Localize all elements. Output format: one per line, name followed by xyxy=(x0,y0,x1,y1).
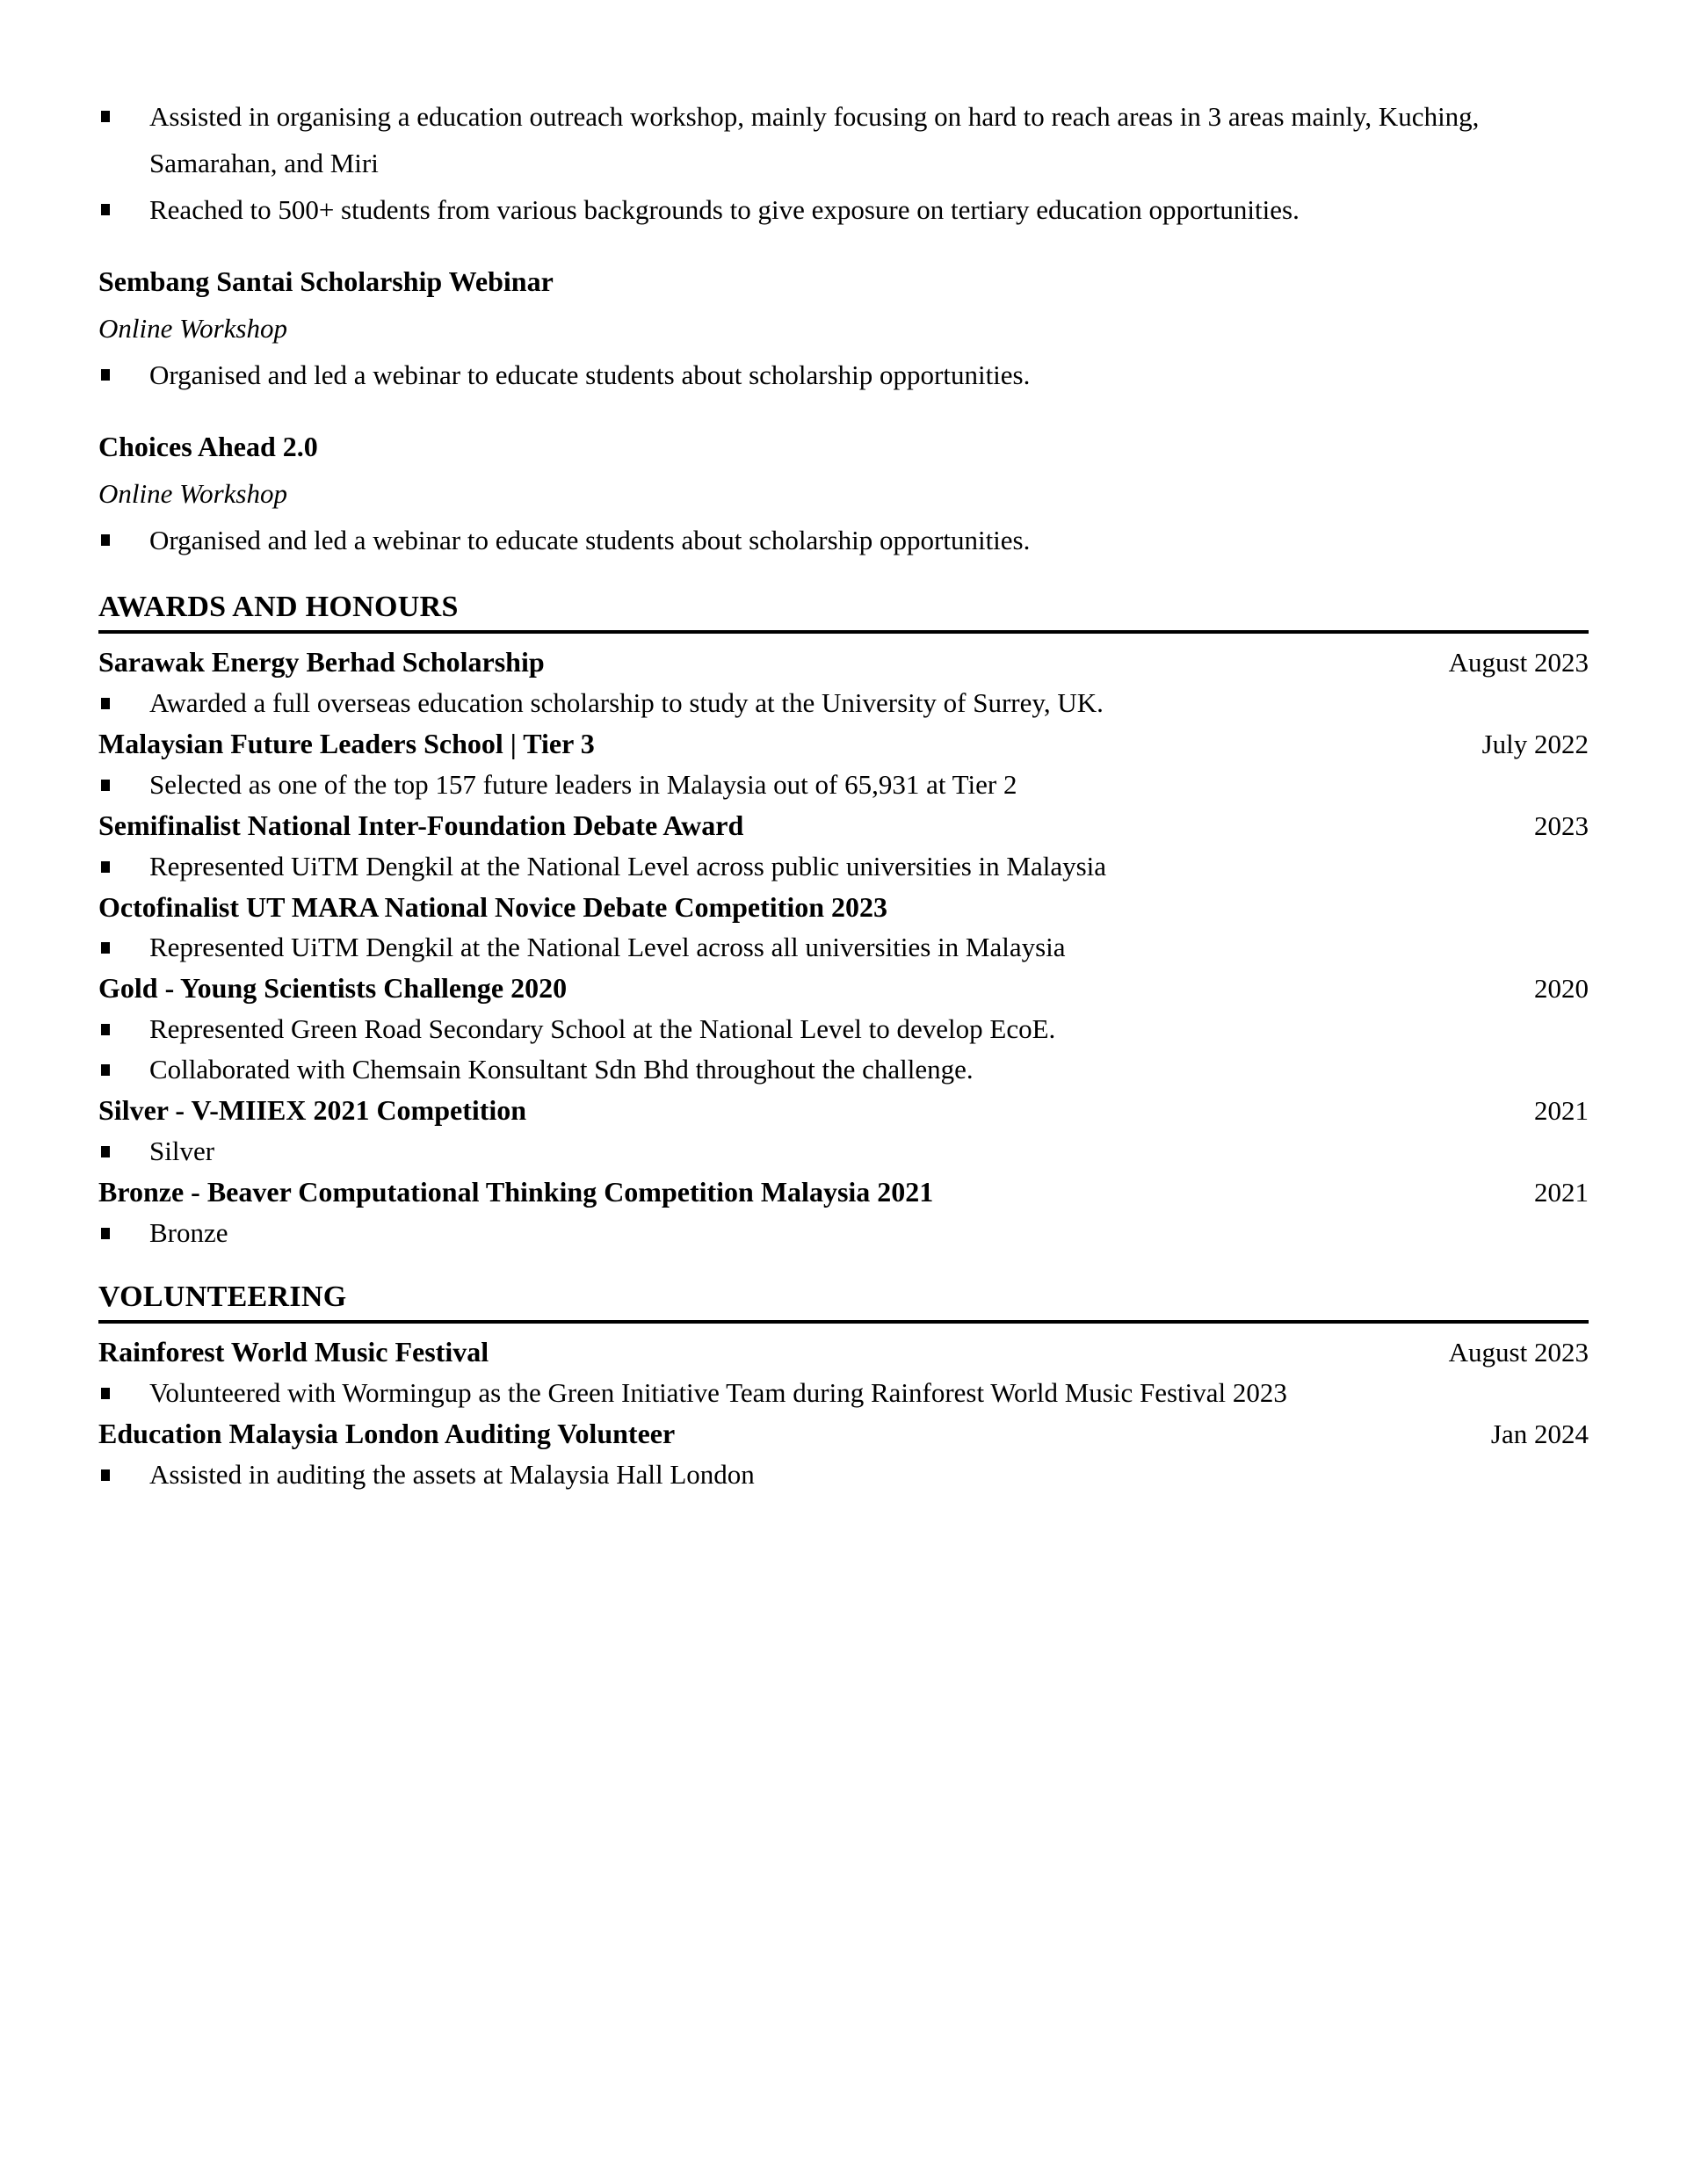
square-bullet-icon xyxy=(101,369,110,381)
entry-bullet-list xyxy=(98,1373,1589,1413)
entry xyxy=(98,1331,1589,1413)
resume-section xyxy=(98,587,1589,1253)
bullet-item xyxy=(98,1455,1589,1495)
bullet-text: Assisted in auditing the assets at Malaysia Hall London xyxy=(149,1459,755,1490)
entry-date: 2023 xyxy=(1534,810,1589,841)
entry-bullet-list xyxy=(98,765,1589,805)
square-bullet-icon xyxy=(101,861,110,873)
section-divider xyxy=(98,1320,1589,1324)
bullet-item xyxy=(98,1373,1589,1413)
entry-title: Malaysian Future Leaders School | Tier 3 xyxy=(98,728,595,759)
bullet-text: Bronze xyxy=(149,1217,228,1248)
bullet-item xyxy=(98,683,1589,723)
bullet-text: Assisted in organising a education outreach workshop, mainly focusing on hard to reach areas in 3 areas mainly, Kuching, Samarahan, and Miri xyxy=(149,101,1480,178)
entry-title: Gold - Young Scientists Challenge 2020 xyxy=(98,972,568,1004)
top-block xyxy=(98,93,1589,563)
square-bullet-icon xyxy=(101,1064,110,1076)
square-bullet-icon xyxy=(101,698,110,709)
intro-bullet-list xyxy=(98,93,1589,233)
section-heading: VOLUNTEERING xyxy=(98,1281,347,1313)
activity-bullet-list xyxy=(98,352,1589,398)
section-entries xyxy=(98,1331,1589,1495)
bullet-item xyxy=(98,927,1589,968)
activity-subtitle: Online Workshop xyxy=(98,478,287,509)
square-bullet-icon xyxy=(101,534,110,546)
entry-bullet-list xyxy=(98,927,1589,968)
entry-header xyxy=(98,805,1589,846)
bullet-text: Represented Green Road Secondary School at the National Level to develop EcoE. xyxy=(149,1013,1056,1044)
square-bullet-icon xyxy=(101,1228,110,1239)
entry-bullet-list xyxy=(98,1455,1589,1495)
entry-title: Rainforest World Music Festival xyxy=(98,1336,489,1368)
bullet-item xyxy=(98,352,1589,398)
entry xyxy=(98,805,1589,887)
entry-header xyxy=(98,887,1589,927)
bullet-item xyxy=(98,1009,1589,1049)
bullet-text: Organised and led a webinar to educate students about scholarship opportunities. xyxy=(149,359,1031,390)
bullet-text: Volunteered with Wormingup as the Green Initiative Team during Rainforest World Music Festival 2023 xyxy=(149,1377,1287,1408)
entry-date: August 2023 xyxy=(1448,647,1589,678)
square-bullet-icon xyxy=(101,780,110,791)
entry xyxy=(98,1172,1589,1253)
activity-subtitle: Online Workshop xyxy=(98,313,287,344)
entry-title: Silver - V-MIIEX 2021 Competition xyxy=(98,1094,527,1126)
entry-title: Semifinalist National Inter-Foundation Debate Award xyxy=(98,809,744,841)
activity-title: Choices Ahead 2.0 xyxy=(98,431,318,462)
square-bullet-icon xyxy=(101,1469,110,1481)
activities-container xyxy=(98,258,1589,563)
entry-bullet-list xyxy=(98,1131,1589,1172)
resume-section xyxy=(98,1277,1589,1495)
entry-bullet-list xyxy=(98,683,1589,723)
bullet-text: Represented UiTM Dengkil at the National Level across public universities in Malaysia xyxy=(149,851,1107,882)
section-heading: AWARDS AND HONOURS xyxy=(98,591,459,623)
section-entries xyxy=(98,642,1589,1253)
entry xyxy=(98,642,1589,723)
bullet-text: Represented UiTM Dengkil at the National Level across all universities in Malaysia xyxy=(149,932,1066,962)
entry xyxy=(98,1090,1589,1172)
square-bullet-icon xyxy=(101,1146,110,1157)
entry-header xyxy=(98,1172,1589,1213)
bullet-item xyxy=(98,846,1589,887)
entry-date: August 2023 xyxy=(1448,1337,1589,1368)
entry xyxy=(98,968,1589,1090)
entry xyxy=(98,887,1589,968)
bullet-text: Silver xyxy=(149,1136,215,1166)
section-divider xyxy=(98,630,1589,634)
bullet-text: Selected as one of the top 157 future leaders in Malaysia out of 65,931 at Tier 2 xyxy=(149,769,1017,800)
bullet-item xyxy=(98,93,1589,186)
entry-date: 2021 xyxy=(1534,1095,1589,1126)
square-bullet-icon xyxy=(101,1024,110,1035)
square-bullet-icon xyxy=(101,942,110,954)
entry-header xyxy=(98,642,1589,683)
sections-container xyxy=(98,587,1589,1495)
square-bullet-icon xyxy=(101,204,110,215)
entry-date: 2020 xyxy=(1534,973,1589,1004)
entry xyxy=(98,1413,1589,1495)
entry-title: Octofinalist UT MARA National Novice Debate Competition 2023 xyxy=(98,891,887,923)
entry-bullet-list xyxy=(98,1009,1589,1090)
entry-header xyxy=(98,1331,1589,1373)
entry-bullet-list xyxy=(98,1213,1589,1253)
bullet-item xyxy=(98,1049,1589,1090)
bullet-text: Collaborated with Chemsain Konsultant Sdn Bhd throughout the challenge. xyxy=(149,1054,974,1085)
entry-date: 2021 xyxy=(1534,1177,1589,1208)
activity-title: Sembang Santai Scholarship Webinar xyxy=(98,265,554,297)
entry-title: Education Malaysia London Auditing Volunteer xyxy=(98,1418,676,1449)
bullet-item xyxy=(98,517,1589,563)
bullet-text: Organised and led a webinar to educate students about scholarship opportunities. xyxy=(149,525,1031,555)
activity-group xyxy=(98,258,1589,398)
square-bullet-icon xyxy=(101,1388,110,1399)
bullet-text: Awarded a full overseas education scholarship to study at the University of Surrey, UK. xyxy=(149,687,1104,718)
entry-date: July 2022 xyxy=(1481,729,1589,759)
entry xyxy=(98,723,1589,805)
activity-bullet-list xyxy=(98,517,1589,563)
bullet-item xyxy=(98,1131,1589,1172)
entry-header xyxy=(98,968,1589,1009)
bullet-text: Reached to 500+ students from various backgrounds to give exposure on tertiary education opportunities. xyxy=(149,194,1300,225)
entry-header xyxy=(98,1413,1589,1455)
entry-title: Bronze - Beaver Computational Thinking Competition Malaysia 2021 xyxy=(98,1176,934,1208)
bullet-item xyxy=(98,186,1589,233)
activity-group xyxy=(98,424,1589,563)
entry-header xyxy=(98,723,1589,765)
entry-header xyxy=(98,1090,1589,1131)
bullet-item xyxy=(98,765,1589,805)
entry-title: Sarawak Energy Berhad Scholarship xyxy=(98,646,545,678)
bullet-item xyxy=(98,1213,1589,1253)
entry-bullet-list xyxy=(98,846,1589,887)
square-bullet-icon xyxy=(101,111,110,122)
entry-date: Jan 2024 xyxy=(1490,1419,1589,1449)
